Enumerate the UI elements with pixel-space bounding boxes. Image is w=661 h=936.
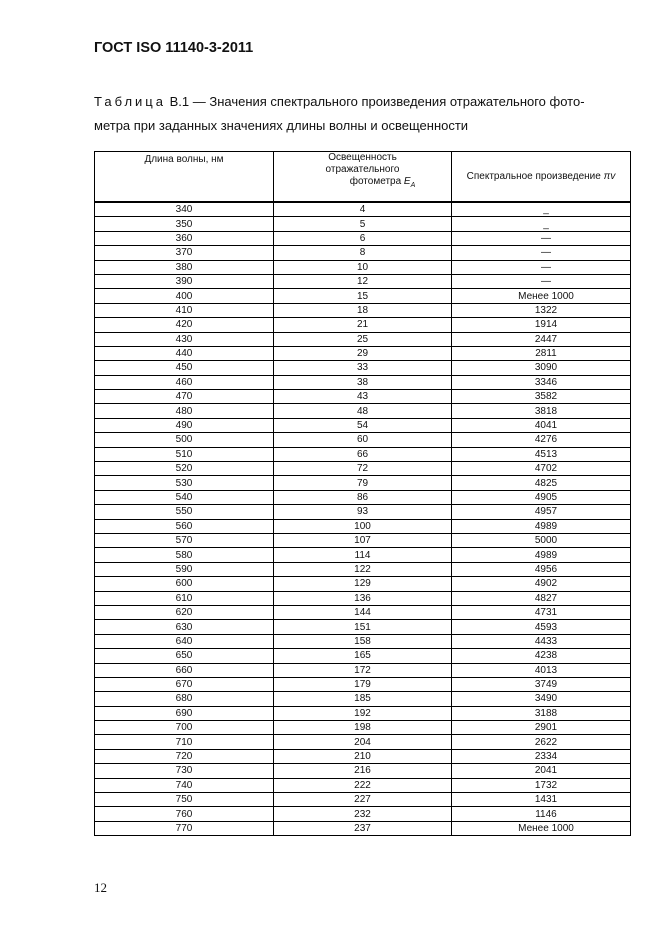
cell-illuminance: 12: [274, 274, 452, 288]
cell-spectral: _: [452, 202, 631, 217]
cell-spectral: 2811: [452, 346, 631, 360]
cell-spectral: 4905: [452, 490, 631, 504]
cell-spectral: 2041: [452, 764, 631, 778]
cell-illuminance: 227: [274, 793, 452, 807]
header-illuminance-symbol: E: [403, 176, 411, 187]
cell-wavelength: 540: [95, 490, 274, 504]
cell-wavelength: 690: [95, 706, 274, 720]
header-illuminance-subscript: A: [410, 182, 416, 189]
table-row: [95, 202, 631, 217]
cell-illuminance: 15: [274, 289, 452, 303]
cell-spectral: 4902: [452, 577, 631, 591]
cell-wavelength: 590: [95, 562, 274, 576]
cell-illuminance: 192: [274, 706, 452, 720]
cell-illuminance: 60: [274, 433, 452, 447]
cell-illuminance: 8: [274, 246, 452, 260]
table-caption: [94, 90, 629, 138]
cell-wavelength: 340: [95, 202, 274, 217]
cell-wavelength: 440: [95, 346, 274, 360]
table-row: [95, 721, 631, 735]
cell-illuminance: 210: [274, 749, 452, 763]
cell-wavelength: 520: [95, 462, 274, 476]
table-row: [95, 620, 631, 634]
table-row: [95, 548, 631, 562]
cell-spectral: 1914: [452, 318, 631, 332]
table-row: [95, 533, 631, 547]
table-row: [95, 764, 631, 778]
table-header-row: [95, 152, 631, 203]
cell-spectral: 4956: [452, 562, 631, 576]
cell-illuminance: 54: [274, 418, 452, 432]
spectral-table: [94, 151, 631, 836]
cell-wavelength: 770: [95, 821, 274, 835]
cell-illuminance: 43: [274, 390, 452, 404]
cell-spectral: 2447: [452, 332, 631, 346]
cell-illuminance: 66: [274, 447, 452, 461]
cell-wavelength: 600: [95, 577, 274, 591]
table-row: [95, 274, 631, 288]
caption-title-part1: — Значения спектрального произведения отражательного фото-: [192, 94, 585, 109]
cell-wavelength: 740: [95, 778, 274, 792]
cell-spectral: 4702: [452, 462, 631, 476]
cell-illuminance: 198: [274, 721, 452, 735]
cell-spectral: 4041: [452, 418, 631, 432]
cell-illuminance: 114: [274, 548, 452, 562]
cell-wavelength: 670: [95, 677, 274, 691]
header-illuminance-line2: отражательного: [325, 164, 400, 175]
cell-illuminance: 144: [274, 605, 452, 619]
cell-wavelength: 420: [95, 318, 274, 332]
table-row: [95, 318, 631, 332]
cell-illuminance: 222: [274, 778, 452, 792]
cell-spectral: 4433: [452, 634, 631, 648]
cell-spectral: Менее 1000: [452, 289, 631, 303]
cell-spectral: Менее 1000: [452, 821, 631, 835]
table-row: [95, 735, 631, 749]
cell-spectral: 1732: [452, 778, 631, 792]
table-row: [95, 634, 631, 648]
cell-illuminance: 129: [274, 577, 452, 591]
table-row: [95, 605, 631, 619]
table-row: [95, 404, 631, 418]
cell-illuminance: 33: [274, 361, 452, 375]
table-row: [95, 591, 631, 605]
table-row: [95, 706, 631, 720]
cell-wavelength: 720: [95, 749, 274, 763]
header-spectral-symbol: πv: [603, 170, 616, 182]
table-row: [95, 447, 631, 461]
cell-illuminance: 122: [274, 562, 452, 576]
cell-spectral: 4593: [452, 620, 631, 634]
cell-spectral: 1431: [452, 793, 631, 807]
cell-wavelength: 750: [95, 793, 274, 807]
table-row: [95, 476, 631, 490]
cell-illuminance: 179: [274, 677, 452, 691]
cell-illuminance: 79: [274, 476, 452, 490]
cell-spectral: 3818: [452, 404, 631, 418]
cell-wavelength: 490: [95, 418, 274, 432]
cell-illuminance: 158: [274, 634, 452, 648]
cell-wavelength: 570: [95, 533, 274, 547]
cell-wavelength: 380: [95, 260, 274, 274]
cell-spectral: 4989: [452, 548, 631, 562]
cell-wavelength: 500: [95, 433, 274, 447]
cell-wavelength: 400: [95, 289, 274, 303]
caption-label: Таблица: [94, 94, 166, 109]
cell-wavelength: 700: [95, 721, 274, 735]
cell-wavelength: 430: [95, 332, 274, 346]
cell-illuminance: 38: [274, 375, 452, 389]
cell-spectral: 2901: [452, 721, 631, 735]
cell-illuminance: 185: [274, 692, 452, 706]
cell-spectral: 3490: [452, 692, 631, 706]
table-row: [95, 519, 631, 533]
table-row: [95, 289, 631, 303]
table-row: [95, 418, 631, 432]
header-wavelength-text: Длина волны, нм: [144, 154, 224, 165]
cell-illuminance: 29: [274, 346, 452, 360]
cell-wavelength: 630: [95, 620, 274, 634]
header-illuminance-line3: [276, 176, 449, 192]
cell-illuminance: 232: [274, 807, 452, 821]
table-row: [95, 649, 631, 663]
cell-wavelength: 560: [95, 519, 274, 533]
cell-wavelength: 580: [95, 548, 274, 562]
cell-spectral: 4238: [452, 649, 631, 663]
cell-illuminance: 216: [274, 764, 452, 778]
cell-illuminance: 10: [274, 260, 452, 274]
cell-wavelength: 350: [95, 217, 274, 231]
table-row: [95, 433, 631, 447]
cell-spectral: 2622: [452, 735, 631, 749]
table-row: [95, 390, 631, 404]
table-row: [95, 793, 631, 807]
header-illuminance-word: фотометра: [349, 176, 402, 187]
cell-wavelength: 710: [95, 735, 274, 749]
cell-spectral: 4013: [452, 663, 631, 677]
cell-wavelength: 360: [95, 231, 274, 245]
cell-wavelength: 650: [95, 649, 274, 663]
cell-wavelength: 390: [95, 274, 274, 288]
cell-wavelength: 480: [95, 404, 274, 418]
cell-illuminance: 18: [274, 303, 452, 317]
cell-wavelength: 760: [95, 807, 274, 821]
cell-illuminance: 165: [274, 649, 452, 663]
cell-illuminance: 151: [274, 620, 452, 634]
cell-wavelength: 530: [95, 476, 274, 490]
cell-illuminance: 93: [274, 505, 452, 519]
cell-spectral: —: [452, 246, 631, 260]
table-row: [95, 663, 631, 677]
cell-wavelength: 680: [95, 692, 274, 706]
cell-spectral: 2334: [452, 749, 631, 763]
cell-illuminance: 25: [274, 332, 452, 346]
cell-spectral: 3346: [452, 375, 631, 389]
header-illuminance-line3-inner: [310, 176, 416, 192]
header-illuminance-line1: Освещенность: [328, 152, 397, 163]
cell-wavelength: 660: [95, 663, 274, 677]
cell-wavelength: 730: [95, 764, 274, 778]
cell-wavelength: 610: [95, 591, 274, 605]
table-row: [95, 462, 631, 476]
table-row: [95, 260, 631, 274]
cell-spectral: 3749: [452, 677, 631, 691]
cell-spectral: 3188: [452, 706, 631, 720]
table-row: [95, 749, 631, 763]
page-number: 12: [94, 880, 107, 895]
cell-spectral: 4731: [452, 605, 631, 619]
cell-spectral: 4276: [452, 433, 631, 447]
cell-wavelength: 410: [95, 303, 274, 317]
cell-spectral: 4989: [452, 519, 631, 533]
cell-wavelength: 550: [95, 505, 274, 519]
cell-illuminance: 4: [274, 202, 452, 217]
cell-spectral: 3090: [452, 361, 631, 375]
cell-illuminance: 72: [274, 462, 452, 476]
cell-spectral: 4827: [452, 591, 631, 605]
table-row: [95, 677, 631, 691]
cell-spectral: —: [452, 274, 631, 288]
header-spectral: [452, 152, 631, 203]
cell-spectral: 4825: [452, 476, 631, 490]
cell-spectral: _: [452, 217, 631, 231]
table-row: [95, 332, 631, 346]
table-body: [95, 202, 631, 836]
cell-wavelength: 460: [95, 375, 274, 389]
cell-wavelength: 450: [95, 361, 274, 375]
table-row: [95, 505, 631, 519]
cell-spectral: 4513: [452, 447, 631, 461]
cell-spectral: 1146: [452, 807, 631, 821]
cell-spectral: 3582: [452, 390, 631, 404]
cell-spectral: —: [452, 231, 631, 245]
cell-spectral: —: [452, 260, 631, 274]
table-row: [95, 562, 631, 576]
table-row: [95, 231, 631, 245]
caption-line-1: [94, 90, 629, 114]
cell-illuminance: 136: [274, 591, 452, 605]
cell-illuminance: 107: [274, 533, 452, 547]
table-row: [95, 375, 631, 389]
table-row: [95, 246, 631, 260]
caption-line-2: метра при заданных значениях длины волны и освещенности: [94, 118, 469, 133]
header-spectral-text: Спектральное произведение: [466, 170, 601, 182]
table-row: [95, 692, 631, 706]
cell-illuminance: 172: [274, 663, 452, 677]
document-header: ГОСТ ISO 11140-3-2011: [94, 40, 254, 56]
table-row: [95, 303, 631, 317]
cell-illuminance: 48: [274, 404, 452, 418]
table-row: [95, 346, 631, 360]
cell-illuminance: 21: [274, 318, 452, 332]
table-row: [95, 577, 631, 591]
table-row: [95, 807, 631, 821]
table-row: [95, 361, 631, 375]
cell-wavelength: 510: [95, 447, 274, 461]
cell-illuminance: 204: [274, 735, 452, 749]
cell-illuminance: 100: [274, 519, 452, 533]
cell-spectral: 1322: [452, 303, 631, 317]
table-row: [95, 217, 631, 231]
cell-illuminance: 86: [274, 490, 452, 504]
caption-number: В.1: [169, 94, 190, 109]
cell-spectral: 5000: [452, 533, 631, 547]
cell-wavelength: 370: [95, 246, 274, 260]
table-row: [95, 778, 631, 792]
header-wavelength: [95, 152, 274, 203]
table-row: [95, 821, 631, 835]
table-row: [95, 490, 631, 504]
cell-wavelength: 470: [95, 390, 274, 404]
cell-spectral: 4957: [452, 505, 631, 519]
cell-wavelength: 620: [95, 605, 274, 619]
header-illuminance: [274, 152, 452, 203]
cell-illuminance: 237: [274, 821, 452, 835]
cell-wavelength: 640: [95, 634, 274, 648]
cell-illuminance: 5: [274, 217, 452, 231]
cell-illuminance: 6: [274, 231, 452, 245]
